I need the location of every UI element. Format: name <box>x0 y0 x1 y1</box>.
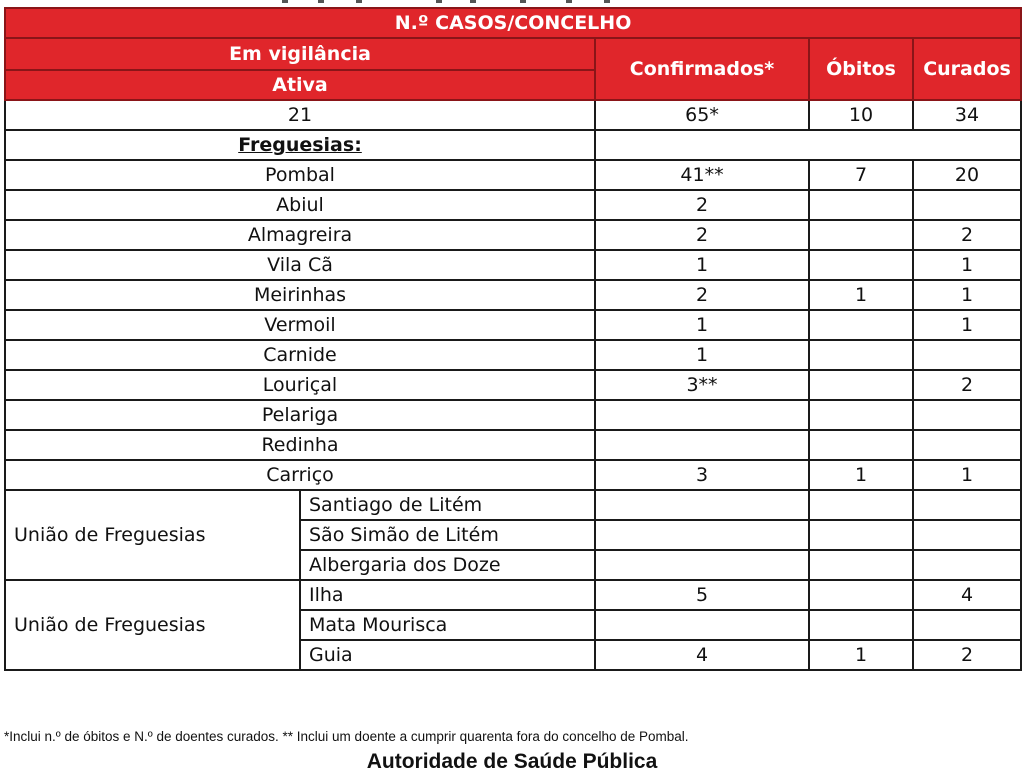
freguesia-confirmados: 2 <box>595 280 809 310</box>
cases-table <box>4 7 1022 671</box>
freguesia-name: Pombal <box>5 160 595 190</box>
freguesia-row <box>5 340 1021 370</box>
freguesia-confirmados <box>595 430 809 460</box>
freguesia-confirmados: 3** <box>595 370 809 400</box>
uniao-member-confirmados <box>595 520 809 550</box>
uniao-member-name: Guia <box>300 640 595 670</box>
freguesia-obitos <box>809 340 913 370</box>
freguesia-row <box>5 310 1021 340</box>
total-curados: 34 <box>913 100 1021 130</box>
total-confirmados: 65* <box>595 100 809 130</box>
freguesia-row <box>5 160 1021 190</box>
freguesia-obitos: 7 <box>809 160 913 190</box>
freguesia-obitos <box>809 400 913 430</box>
authority-signature: Autoridade de Saúde Pública <box>366 750 658 773</box>
freguesia-name: Carnide <box>5 340 595 370</box>
cropped-text-fragment <box>0 0 1024 7</box>
uniao-member-name: Santiago de Litém <box>300 490 595 520</box>
uniao-label: União de Freguesias <box>5 580 300 670</box>
freguesia-row <box>5 250 1021 280</box>
totals-row <box>5 100 1021 130</box>
freguesia-obitos <box>809 430 913 460</box>
uniao-member-name: São Simão de Litém <box>300 520 595 550</box>
uniao-row <box>5 580 1021 610</box>
freguesia-name: Abiul <box>5 190 595 220</box>
freguesias-label: Freguesias: <box>5 130 595 160</box>
empty-cell <box>595 130 1021 160</box>
freguesia-confirmados: 1 <box>595 250 809 280</box>
uniao-member-curados: 2 <box>913 640 1021 670</box>
uniao-member-curados <box>913 490 1021 520</box>
freguesia-row <box>5 220 1021 250</box>
freguesia-row <box>5 460 1021 490</box>
uniao-member-name: Mata Mourisca <box>300 610 595 640</box>
uniao-member-obitos <box>809 610 913 640</box>
freguesia-name: Carriço <box>5 460 595 490</box>
uniao-label: União de Freguesias <box>5 490 300 580</box>
freguesia-name: Louriçal <box>5 370 595 400</box>
freguesia-curados: 1 <box>913 250 1021 280</box>
title-row <box>5 8 1021 38</box>
freguesia-curados: 2 <box>913 370 1021 400</box>
uniao-member-curados <box>913 610 1021 640</box>
uniao-member-name: Ilha <box>300 580 595 610</box>
freguesia-confirmados <box>595 400 809 430</box>
freguesia-confirmados: 1 <box>595 340 809 370</box>
freguesia-curados: 1 <box>913 460 1021 490</box>
header-row <box>5 38 1021 70</box>
uniao-member-curados: 4 <box>913 580 1021 610</box>
freguesia-row <box>5 370 1021 400</box>
uniao-member-obitos <box>809 520 913 550</box>
header-obitos: Óbitos <box>809 38 913 100</box>
freguesia-curados: 20 <box>913 160 1021 190</box>
uniao-member-confirmados <box>595 610 809 640</box>
freguesia-obitos <box>809 190 913 220</box>
freguesia-confirmados: 1 <box>595 310 809 340</box>
freguesia-obitos <box>809 250 913 280</box>
freguesia-confirmados: 3 <box>595 460 809 490</box>
uniao-member-name: Albergaria dos Doze <box>300 550 595 580</box>
freguesia-name: Vermoil <box>5 310 595 340</box>
freguesia-name: Vila Cã <box>5 250 595 280</box>
uniao-member-confirmados: 4 <box>595 640 809 670</box>
freguesia-confirmados: 2 <box>595 220 809 250</box>
uniao-member-obitos <box>809 580 913 610</box>
freguesia-curados: 1 <box>913 310 1021 340</box>
freguesia-obitos: 1 <box>809 280 913 310</box>
header-curados: Curados <box>913 38 1021 100</box>
freguesia-curados <box>913 190 1021 220</box>
freguesia-name: Pelariga <box>5 400 595 430</box>
uniao-member-confirmados <box>595 550 809 580</box>
uniao-member-confirmados: 5 <box>595 580 809 610</box>
uniao-member-curados <box>913 520 1021 550</box>
freguesia-row <box>5 280 1021 310</box>
freguesia-row <box>5 190 1021 220</box>
uniao-row <box>5 490 1021 520</box>
freguesia-curados <box>913 430 1021 460</box>
freguesia-curados <box>913 400 1021 430</box>
freguesia-name: Redinha <box>5 430 595 460</box>
freguesia-row <box>5 400 1021 430</box>
freguesia-obitos: 1 <box>809 460 913 490</box>
freguesia-curados <box>913 340 1021 370</box>
header-vigilancia-line2: Ativa <box>5 70 595 100</box>
freguesia-confirmados: 41** <box>595 160 809 190</box>
total-obitos: 10 <box>809 100 913 130</box>
table-title: N.º CASOS/CONCELHO <box>5 8 1021 38</box>
freguesia-row <box>5 430 1021 460</box>
freguesia-curados: 2 <box>913 220 1021 250</box>
uniao-member-obitos <box>809 490 913 520</box>
freguesia-name: Almagreira <box>5 220 595 250</box>
footnote: *Inclui n.º de óbitos e N.º de doentes curados. ** Inclui um doente a cumprir quarenta fora do concelho de Pombal. <box>4 729 689 744</box>
header-vigilancia-line1: Em vigilância <box>5 38 595 70</box>
uniao-member-obitos: 1 <box>809 640 913 670</box>
uniao-member-confirmados <box>595 490 809 520</box>
freguesia-obitos <box>809 220 913 250</box>
header-confirmados: Confirmados* <box>595 38 809 100</box>
freguesia-obitos <box>809 370 913 400</box>
freguesias-heading-row <box>5 130 1021 160</box>
freguesia-obitos <box>809 310 913 340</box>
freguesia-curados: 1 <box>913 280 1021 310</box>
total-vigilancia: 21 <box>5 100 595 130</box>
freguesia-name: Meirinhas <box>5 280 595 310</box>
uniao-member-obitos <box>809 550 913 580</box>
freguesia-confirmados: 2 <box>595 190 809 220</box>
uniao-member-curados <box>913 550 1021 580</box>
